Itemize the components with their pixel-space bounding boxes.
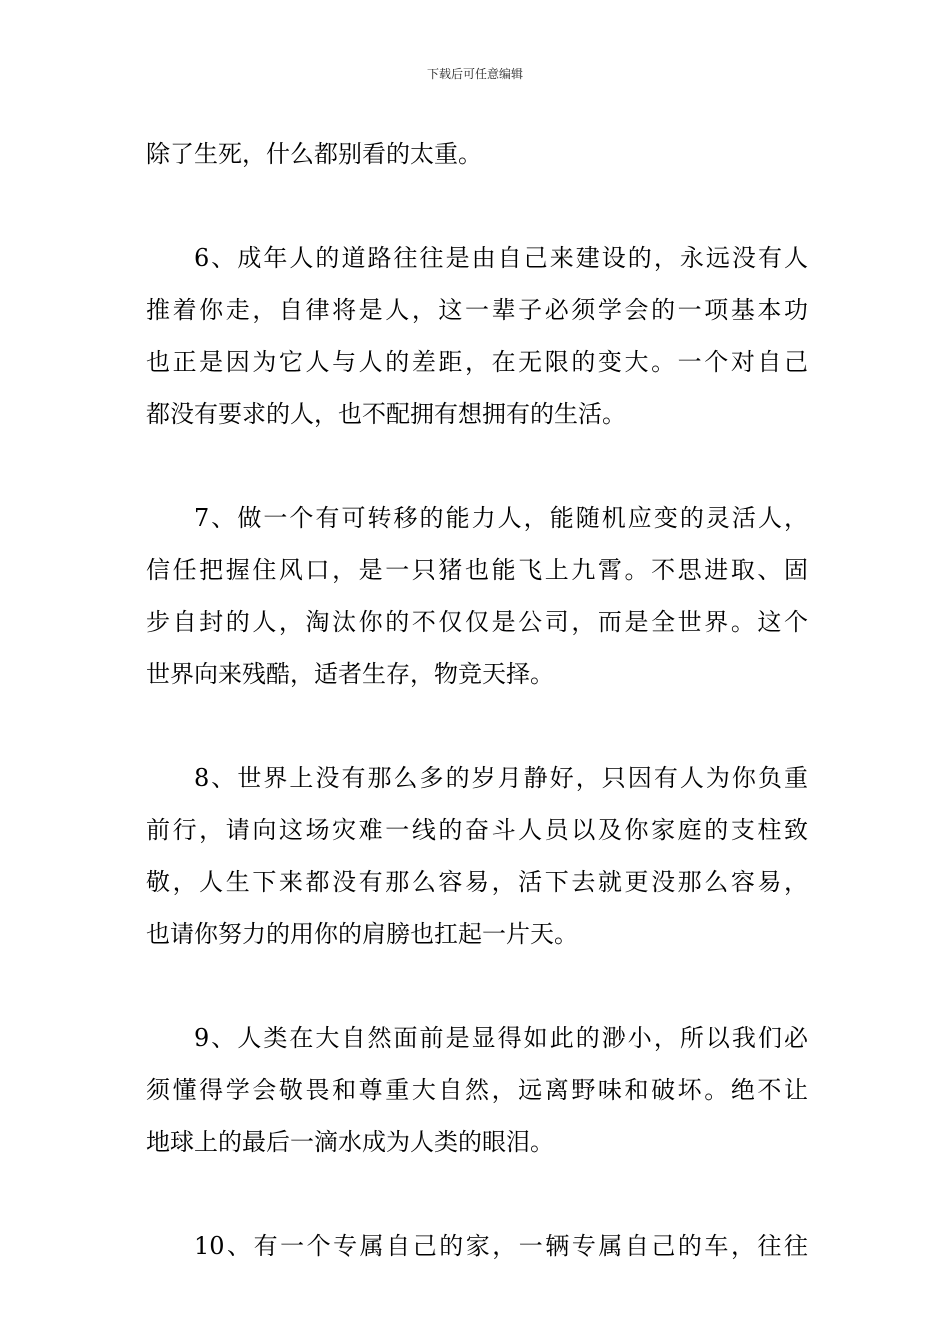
paragraph-gap <box>146 1168 808 1220</box>
paragraph-gap <box>146 180 808 232</box>
text-line: 须懂得学会敬畏和尊重大自然，远离野味和破坏。绝不让 <box>146 1076 808 1104</box>
text-line: 也正是因为它人与人的差距，在无限的变大。一个对自己 <box>146 348 808 376</box>
text-line: 推着你走，自律将是人，这一辈子必须学会的一项基本功 <box>146 296 808 324</box>
text-line: 7、做一个有可转移的能力人，能随机应变的灵活人， <box>194 504 808 532</box>
text-line: 10、有一个专属自己的家，一辆专属自己的车，往往 <box>194 1232 808 1260</box>
paragraph-continuation <box>146 128 808 180</box>
paragraph-gap <box>146 440 808 492</box>
text-line: 9、人类在大自然面前是显得如此的渺小，所以我们必 <box>194 1024 808 1052</box>
text-line: 8、世界上没有那么多的岁月静好，只因有人为你负重 <box>194 764 808 792</box>
paragraph-gap <box>146 700 808 752</box>
paragraph-item-9 <box>146 1012 808 1168</box>
text-line: 前行，请向这场灾难一线的奋斗人员以及你家庭的支柱致 <box>146 816 808 844</box>
text-line: 世界向来残酷，适者生存，物竞天择。 <box>146 660 554 688</box>
text-line: 步自封的人，淘汰你的不仅仅是公司，而是全世界。这个 <box>146 608 808 636</box>
document-body <box>146 128 808 1272</box>
text-line: 敬，人生下来都没有那么容易，活下去就更没那么容易， <box>146 868 808 896</box>
paragraph-item-10 <box>146 1220 808 1272</box>
paragraph-item-6 <box>146 232 808 440</box>
header-note: 下载后可任意编辑 <box>426 67 523 81</box>
text-line: 6、成年人的道路往往是由自己来建设的，永远没有人 <box>194 244 808 272</box>
paragraph-item-7 <box>146 492 808 700</box>
text-line: 也请你努力的用你的肩膀也扛起一片天。 <box>146 920 578 948</box>
text-line: 信任把握住风口，是一只猪也能飞上九霄。不思进取、固 <box>146 556 808 584</box>
paragraph-item-8 <box>146 752 808 960</box>
paragraph-gap <box>146 960 808 1012</box>
text-line: 地球上的最后一滴水成为人类的眼泪。 <box>146 1128 554 1156</box>
text-line: 除了生死，什么都别看的太重。 <box>146 140 482 168</box>
text-line: 都没有要求的人，也不配拥有想拥有的生活。 <box>146 400 626 428</box>
